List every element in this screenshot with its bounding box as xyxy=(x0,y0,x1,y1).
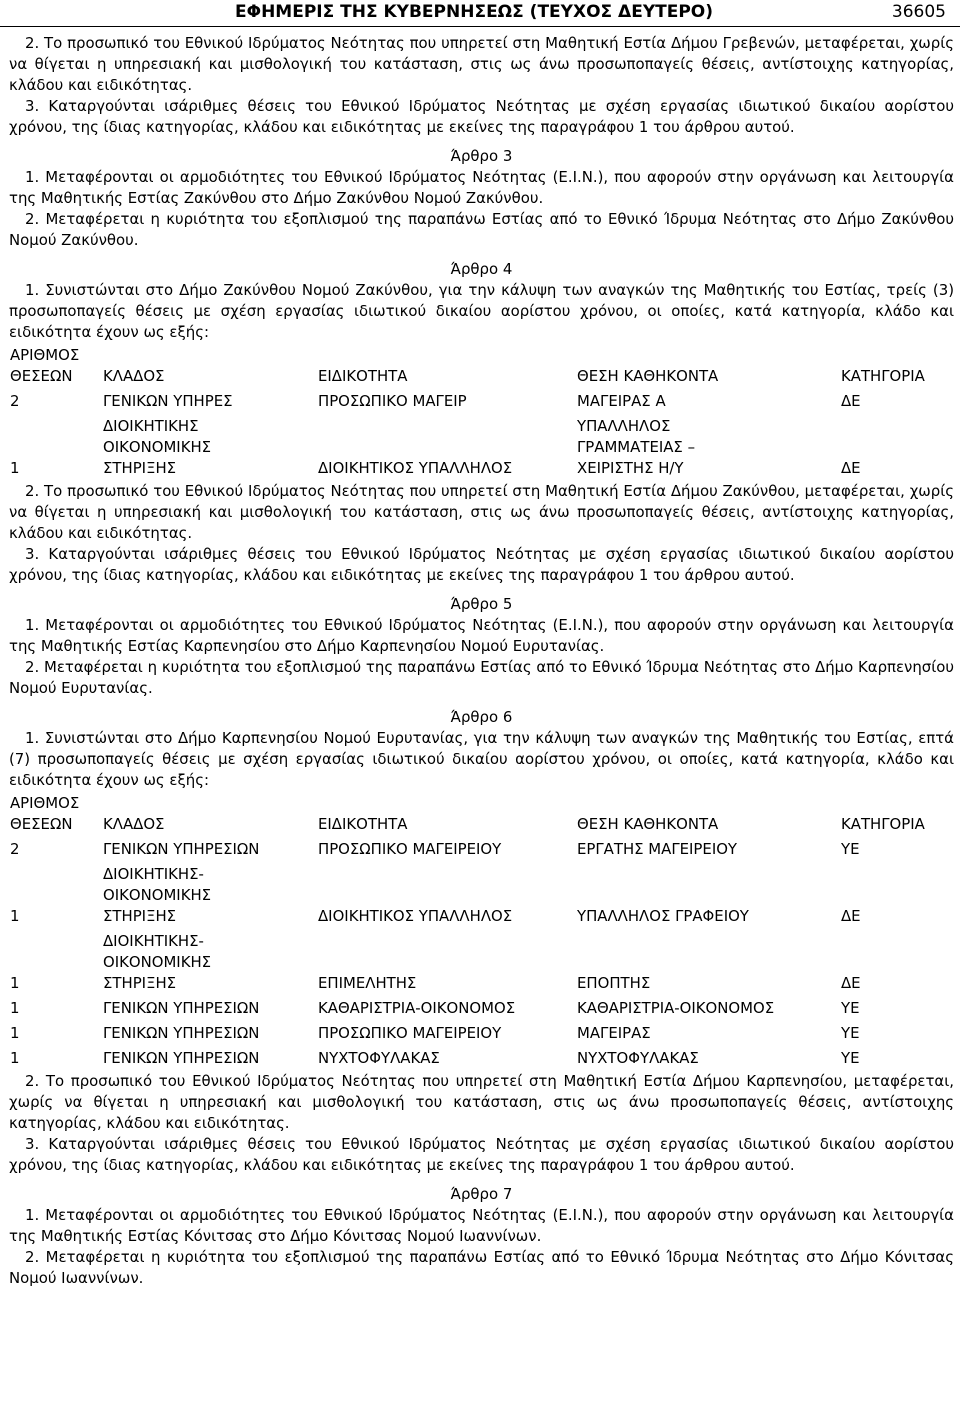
table-cell: ΥΕ xyxy=(841,1024,860,1042)
table-header-cell: ΘΕΣΗ ΚΑΘΗΚΟΝΤΑ xyxy=(577,815,719,833)
paragraph: 2. Το προσωπικό του Εθνικού Ιδρύματος Νεότητας που υπηρετεί στη Μαθητική Εστία Δήμου Ζακύνθου, μεταφέρεται, χωρίς να θίγεται η υπηρεσιακή και μισθολογική του κατάσταση, στις ως άνω προσωποπαγείς θέσεις, αντίστοιχης κατηγορίας, κλάδου και ειδικότητας. xyxy=(9,482,954,542)
paragraph: 2. Μεταφέρεται η κυριότητα του εξοπλισμού της παραπάνω Εστίας από το Εθνικό Ίδρυμα Νεότητας στο Δήμο Καρπενησίου Νομού Ευρυτανίας. xyxy=(9,658,954,697)
table-cell: ΚΑΘΑΡΙΣΤΡΙΑ-ΟΙΚΟΝΟΜΟΣ xyxy=(318,999,516,1017)
table-cell: ΥΠΑΛΛΗΛΟΣ ΓΡΑΦΕΙΟΥ xyxy=(577,907,749,925)
table-header-row xyxy=(9,345,954,387)
document-body xyxy=(0,27,960,1289)
table-header-cell: ΚΛΑΔΟΣ xyxy=(103,367,165,385)
table-cell: ΔΕ xyxy=(841,459,861,477)
table-cell: ΜΑΓΕΙΡΑΣ Α xyxy=(577,392,666,410)
table-row xyxy=(9,1044,954,1069)
paragraph: 2. Το προσωπικό του Εθνικού Ιδρύματος Νεότητας που υπηρετεί στη Μαθητική Εστία Δήμου Γρεβενών, μεταφέρεται, χωρίς να θίγεται η υπηρεσιακή και μισθολογική του κατάσταση, στις ως άνω προσωποπαγείς θέσεις, αντίστοιχης κατηγορίας, κλάδου και ειδικότητας. xyxy=(9,34,954,94)
paragraph: 3. Καταργούνται ισάριθμες θέσεις του Εθνικού Ιδρύματος Νεότητας με σχέση εργασίας ιδιωτικού δικαίου αορίστου χρόνου, της ίδιας κατηγορίας, κλάδου και ειδικότητας με εκείνες της παραγράφου 1 του άρθρου αυτού. xyxy=(9,97,954,136)
table-cell: ΓΕΝΙΚΩΝ ΥΠΗΡΕΣΙΩΝ xyxy=(103,1049,260,1067)
table-cell: ΔΙΟΙΚΗΤΙΚΟΣ ΥΠΑΛΛΗΛΟΣ xyxy=(318,459,513,477)
table-cell: ΝΥΧΤΟΦΥΛΑΚΑΣ xyxy=(318,1049,440,1067)
table-cell: 1 xyxy=(10,1049,20,1067)
paragraph: 1. Μεταφέρονται οι αρμοδιότητες του Εθνικού Ιδρύματος Νεότητας (Ε.Ι.Ν.), που αφορούν στην οργάνωση και λειτουργία της Μαθητικής Εστίας Καρπενησίου στο Δήμο Καρπενησίου Νομού Ευρυτανίας. xyxy=(9,616,954,655)
table-row xyxy=(9,860,954,927)
paragraph: 3. Καταργούνται ισάριθμες θέσεις του Εθνικού Ιδρύματος Νεότητας με σχέση εργασίας ιδιωτικού δικαίου αορίστου χρόνου, της ίδιας κατηγορίας, κλάδου και ειδικότητας με εκείνες της παραγράφου 1 του άρθρου αυτού. xyxy=(9,1135,954,1174)
paragraph: 1. Μεταφέρονται οι αρμοδιότητες του Εθνικού Ιδρύματος Νεότητας (Ε.Ι.Ν.), που αφορούν στην οργάνωση και λειτουργία της Μαθητικής Εστίας Κόνιτσας στο Δήμο Κόνιτσας Νομού Ιωαννίνων. xyxy=(9,1206,954,1245)
table-header-cell: ΚΑΤΗΓΟΡΙΑ xyxy=(841,815,925,833)
table-cell: ΓΕΝΙΚΩΝ ΥΠΗΡΕΣ xyxy=(103,392,233,410)
article-heading: Άρθρο 4 xyxy=(450,260,513,278)
table-row xyxy=(9,994,954,1019)
table-cell: ΠΡΟΣΩΠΙΚΟ ΜΑΓΕΙΡΕΙΟΥ xyxy=(318,840,502,858)
table-cell: ΕΡΓΑΤΗΣ ΜΑΓΕΙΡΕΙΟΥ xyxy=(577,840,738,858)
table-cell: ΥΠΑΛΛΗΛΟΣ ΓΡΑΜΜΑΤΕΙΑΣ – ΧΕΙΡΙΣΤΗΣ Η/Υ xyxy=(577,417,696,477)
table-cell: 2 xyxy=(10,392,20,410)
table-cell: ΔΕ xyxy=(841,392,861,410)
gazette-title: ΕΦΗΜΕΡΙΣ ΤΗΣ ΚΥΒΕΡΝΗΣΕΩΣ (ΤΕΥΧΟΣ ΔΕΥΤΕΡΟ) xyxy=(235,2,714,22)
table-row xyxy=(9,387,954,412)
page-number: 36605 xyxy=(891,2,946,22)
table-cell: ΓΕΝΙΚΩΝ ΥΠΗΡΕΣΙΩΝ xyxy=(103,1024,260,1042)
table-cell: 1 xyxy=(10,459,20,477)
table-cell: ΔΙΟΙΚΗΤΙΚΗΣ- ΟΙΚΟΝΟΜΙΚΗΣ ΣΤΗΡΙΞΗΣ xyxy=(103,865,212,925)
paragraph: 2. Το προσωπικό του Εθνικού Ιδρύματος Νεότητας που υπηρετεί στη Μαθητική Εστία Δήμου Καρπενησίου, μεταφέρεται, χωρίς να θίγεται η υπηρεσιακή και μισθολογική του κατάσταση, στις ως άνω προσωποπαγείς θέσεις, αντίστοιχης κατηγορίας, κλάδου και ειδικότητας. xyxy=(9,1072,954,1132)
table-cell: ΔΙΟΙΚΗΤΙΚΗΣ ΟΙΚΟΝΟΜΙΚΗΣ ΣΤΗΡΙΞΗΣ xyxy=(103,417,212,477)
table-cell: ΜΑΓΕΙΡΑΣ xyxy=(577,1024,651,1042)
paragraph: 1. Συνιστώνται στο Δήμο Καρπενησίου Νομού Ευρυτανίας, για την κάλυψη των αναγκών της Μαθητικής του Εστίας, επτά (7) προσωποπαγείς θέσεις με σχέση εργασίας ιδιωτικού δικαίου αορίστου χρόνου, οι οποίες, κατά κατηγορία, κλάδο και ειδικότητα έχουν ως εξής: xyxy=(9,729,954,789)
paragraph: 2. Μεταφέρεται η κυριότητα του εξοπλισμού της παραπάνω Εστίας από το Εθνικό Ίδρυμα Νεότητας στο Δήμο Ζακύνθου Νομού Ζακύνθου. xyxy=(9,210,954,249)
paragraph: 1. Μεταφέρονται οι αρμοδιότητες του Εθνικού Ιδρύματος Νεότητας (Ε.Ι.Ν.), που αφορούν στην οργάνωση και λειτουργία της Μαθητικής Εστίας Ζακύνθου στο Δήμο Ζακύνθου Νομού Ζακύνθου. xyxy=(9,168,954,207)
article-heading: Άρθρο 5 xyxy=(450,595,513,613)
table-cell: 2 xyxy=(10,840,20,858)
table-header-row xyxy=(9,793,954,835)
table-header-cell: ΚΛΑΔΟΣ xyxy=(103,815,165,833)
table-row xyxy=(9,412,954,479)
positions-table xyxy=(9,345,954,479)
table-cell: ΓΕΝΙΚΩΝ ΥΠΗΡΕΣΙΩΝ xyxy=(103,840,260,858)
table-cell: ΔΙΟΙΚΗΤΙΚΟΣ ΥΠΑΛΛΗΛΟΣ xyxy=(318,907,513,925)
table-cell: ΓΕΝΙΚΩΝ ΥΠΗΡΕΣΙΩΝ xyxy=(103,999,260,1017)
paragraph: 2. Μεταφέρεται η κυριότητα του εξοπλισμού της παραπάνω Εστίας από το Εθνικό Ίδρυμα Νεότητας στο Δήμο Κόνιτσας Νομού Ιωαννίνων. xyxy=(9,1248,954,1287)
table-cell: 1 xyxy=(10,974,20,992)
table-cell: ΠΡΟΣΩΠΙΚΟ ΜΑΓΕΙΡΕΙΟΥ xyxy=(318,1024,502,1042)
table-cell: 1 xyxy=(10,999,20,1017)
table-cell: ΕΠΟΠΤΗΣ xyxy=(577,974,651,992)
table-cell: ΔΙΟΙΚΗΤΙΚΗΣ- ΟΙΚΟΝΟΜΙΚΗΣ ΣΤΗΡΙΞΗΣ xyxy=(103,932,212,992)
table-cell: ΥΕ xyxy=(841,999,860,1017)
table-row xyxy=(9,1019,954,1044)
table-header-cell: ΑΡΙΘΜΟΣ ΘΕΣΕΩΝ xyxy=(10,346,80,385)
article-heading: Άρθρο 6 xyxy=(450,708,513,726)
table-row xyxy=(9,927,954,994)
table-row xyxy=(9,835,954,860)
table-header-cell: ΕΙΔΙΚΟΤΗΤΑ xyxy=(318,367,408,385)
paragraph: 1. Συνιστώνται στο Δήμο Ζακύνθου Νομού Ζακύνθου, για την κάλυψη των αναγκών της Μαθητικής του Εστίας, τρείς (3) προσωποπαγείς θέσεις με σχέση εργασίας ιδιωτικού δικαίου αορίστου χρόνου, οι οποίες, κατά κατηγορία, κλάδο και ειδικότητα έχουν ως εξής: xyxy=(9,281,954,341)
table-cell: ΠΡΟΣΩΠΙΚΟ ΜΑΓΕΙΡ xyxy=(318,392,467,410)
table-header-cell: ΚΑΤΗΓΟΡΙΑ xyxy=(841,367,925,385)
article-heading: Άρθρο 7 xyxy=(450,1185,513,1203)
table-cell: ΔΕ xyxy=(841,907,861,925)
positions-table xyxy=(9,793,954,1069)
table-cell: ΔΕ xyxy=(841,974,861,992)
table-cell: 1 xyxy=(10,907,20,925)
paragraph: 3. Καταργούνται ισάριθμες θέσεις του Εθνικού Ιδρύματος Νεότητας με σχέση εργασίας ιδιωτικού δικαίου αορίστου χρόνου, της ίδιας κατηγορίας, κλάδου και ειδικότητας με εκείνες της παραγράφου 1 του άρθρου αυτού. xyxy=(9,545,954,584)
table-cell: 1 xyxy=(10,1024,20,1042)
table-cell: ΥΕ xyxy=(841,1049,860,1067)
table-cell: ΕΠΙΜΕΛΗΤΗΣ xyxy=(318,974,417,992)
article-heading: Άρθρο 3 xyxy=(450,147,513,165)
table-header-cell: ΕΙΔΙΚΟΤΗΤΑ xyxy=(318,815,408,833)
page-header xyxy=(0,0,960,27)
table-cell: ΥΕ xyxy=(841,840,860,858)
table-cell: ΚΑΘΑΡΙΣΤΡΙΑ-ΟΙΚΟΝΟΜΟΣ xyxy=(577,999,775,1017)
table-header-cell: ΘΕΣΗ ΚΑΘΗΚΟΝΤΑ xyxy=(577,367,719,385)
table-cell: ΝΥΧΤΟΦΥΛΑΚΑΣ xyxy=(577,1049,699,1067)
table-header-cell: ΑΡΙΘΜΟΣ ΘΕΣΕΩΝ xyxy=(10,794,80,833)
